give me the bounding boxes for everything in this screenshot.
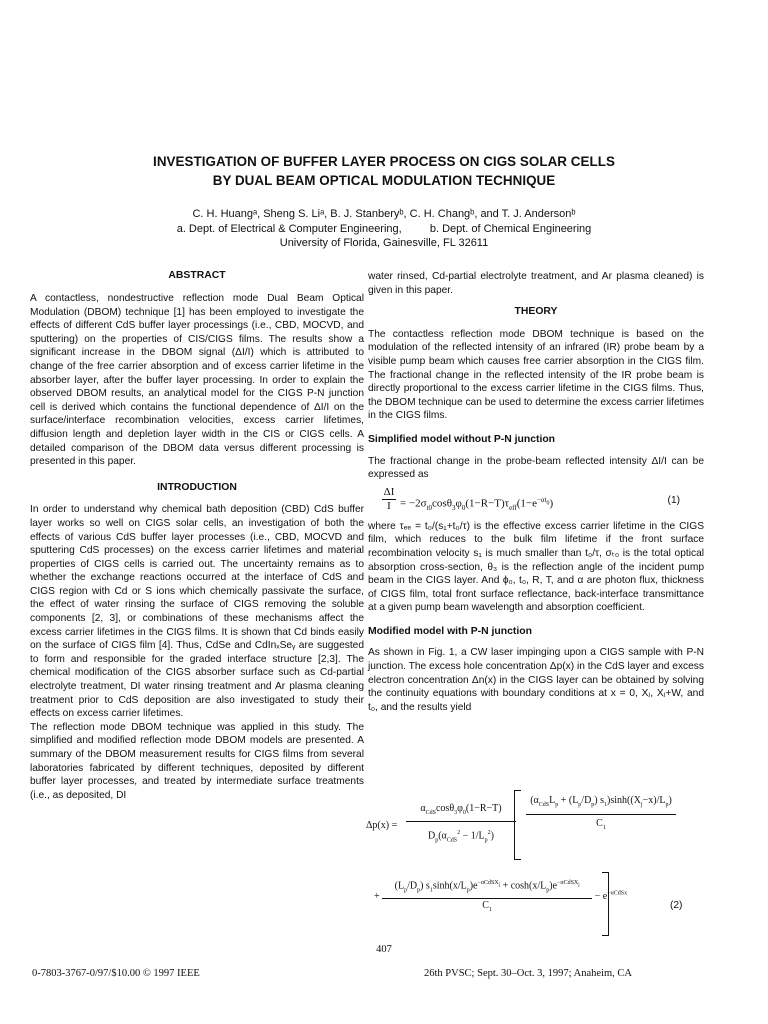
paper-title-line-1: INVESTIGATION OF BUFFER LAYER PROCESS ON CIGS SOLAR CELLS: [153, 154, 615, 169]
subheading-modified-model: Modified model with P-N junction: [368, 625, 532, 637]
affiliation-a: a. Dept. of Electrical & Computer Engineering,: [176, 223, 402, 235]
author-list: C. H. Huangᵃ, Sheng S. Liᵃ, B. J. Stanberyᵇ, C. H. Changᵇ, and T. J. Andersonᵇ: [192, 208, 576, 220]
affiliations: [0, 223, 768, 235]
theory-paragraph-4: As shown in Fig. 1, a CW laser impinging upon a CIGS sample with P-N junction. The excess hole concentration Δp(x) in the CdS layer and excess electron concentration Δn(x) in the CIGS layer can be obtained by solving the continuity equations with boundary conditions at x = 0, Xⱼ, Xⱼ+W, and t₀, and the results yield: [368, 647, 704, 713]
equation-1: ΔI I = $-2\sigma_{t0}\cos\theta_3\varphi_0(1-R-T)\tau_{eff}(1-e^{-\alpha t_0})$ (1): [383, 485, 680, 512]
subheading-simplified-model: Simplified model without P-N junction: [368, 433, 556, 445]
right-column: [368, 270, 704, 714]
abstract-text: A contactless, nondestructive reflection mode Dual Beam Optical Modulation (DBOM) technique [1] has been employed to investigate the effects of different CdS buffer layer processings (i.e., CBD, MOCVD, and sputtering) on the properties of CIS/CIGS films. The results show a significant increase in the DBOM signal (ΔI/I) which is attributed to change of the free carrier absorption and of excess carrier lifetime in the absorber layer, after the buffer layer processing. In order to explain the observed DBOM results, an analytical model for the CIGS P-N junction cell is derived which contains the functional dependence of ΔI/I on the surface/interface recombination velocities, excess carrier lifetimes, diffusion length and depletion layer width in the CIS or CIGS cells. A detailed comparison of the DBOM data versus different processing is presented in this paper.: [30, 293, 364, 468]
introduction-continuation: water rinsed, Cd-partial electrolyte treatment, and Ar plasma cleaned) is given in this paper.: [368, 271, 704, 296]
theory-heading: THEORY: [514, 306, 558, 318]
abstract-section: [30, 270, 364, 290]
introduction-paragraph-1: In order to understand why chemical bath deposition (CBD) CdS buffer layer works so well on CIGS solar cells, an investigation of both the effects of various CdS buffer layer processes (i.e., CBD, MOCVD and sputtering CdS processes) on the excess carrier lifetimes and material properties of CIGS cells is carried out. The uncertainty remains as to whether the exchange reactions occurred at the interface of CdS and CIGS region with Cd or S ions which chemically passivate the surface, the effect of water rinsing the surface of CIGS removing the soluble components [2, 3], or combinations of these mechanisms affect the excess carrier lifetimes in the CIGS films. It is shown that Cd binds easily on the surface of CIGS film [4]. Thus, CdSe and CdInₓSeᵧ are suggested to form and responsible for the graded interface structure [2,3]. The chemical modification of the CIGS absorber surface such as Cd-partial electrolyte treatment, DI water rinsing treatment and Ar plasma cleaning treatment prior to CdS deposition are also investigated to study their effects on excess carrier lifetimes.: [30, 504, 364, 720]
abstract-heading: ABSTRACT: [168, 270, 226, 281]
introduction-paragraph-2: The reflection mode DBOM technique was applied in this study. The simplified and modified reflection mode DBOM models are presented. A summary of the DBOM measurement results for CIGS films from several laboratories fabricated by different techniques, deposited by different buffer layer processes, and treated by intermediate surface treatments (i.e., as deposited, DI: [30, 721, 364, 801]
equation-2: Δp(x) = $\alpha_{CdS}\cos\theta_3\varphi_0(1-R-T)$ $D_p(\alpha_{CdS}^2 - 1/L_p^2)$ ($\alpha_{CdS}L_p + (L_p/D_p)$ $s_1)\sinh((X_j-x)/L_p)$ $C_1$ + $(L_p/D_p) s_1\sinh(x/L_p)e^{-\alpha CdSX_j} + \cosh(x/L_p)e^{-\alpha CdSX_j}$ $C_1$ − $e^{-\alpha CdSx}$ (2): [366, 796, 706, 942]
university: University of Florida, Gainesville, FL 32611: [279, 237, 489, 249]
theory-paragraph-2: The fractional change in the probe-beam reflected intensity ΔI/I can be expressed as: [368, 455, 704, 481]
introduction-heading: INTRODUCTION: [157, 481, 237, 493]
footer-conference: 26th PVSC; Sept. 30–Oct. 3, 1997; Anaheim, CA: [424, 968, 632, 979]
left-column: [30, 292, 364, 802]
theory-paragraph-1: The contactless reflection mode DBOM technique is based on the modulation of the reflected intensity of an infrared (IR) probe beam by a visible pump beam which causes free carrier absorption in the CIGS film. The fractional change in the reflected intensity of the IR probe beam is directly proportional to the excess carrier lifetime in the CIGS films. Thus, the DBOM technique can be used to determine the excess carrier lifetimes in the CIGS films.: [368, 328, 704, 422]
page-number: 407: [376, 944, 392, 955]
paper-title-line-2: BY DUAL BEAM OPTICAL MODULATION TECHNIQUE: [212, 173, 556, 188]
equation-2-number: (2): [670, 900, 683, 911]
equation-1-number: (1): [667, 494, 680, 506]
theory-paragraph-3: where τₑₑ = t₀/(s₁+t₀/τ) is the effective excess carrier lifetime in the CIGS film, which reduces to the bulk film lifetime if the front surface recombination velocity s₁ is much smaller than t₀/τ, σₜ₀ is the total optical absorption cross-section, θ₃ is the reflection angle of the incident pump beam in the CIGS layer. And ϕ₀, t₀, R, T, and α are photon flux, thickness of CIGS film, total front surface reflectance, back-interface transmittance at a given pump beam wavelength and absorption coefficient.: [368, 520, 704, 614]
affiliation-b: b. Dept. of Chemical Engineering: [429, 223, 592, 235]
footer-copyright: 0-7803-3767-0/97/$10.00 © 1997 IEEE: [32, 968, 200, 979]
